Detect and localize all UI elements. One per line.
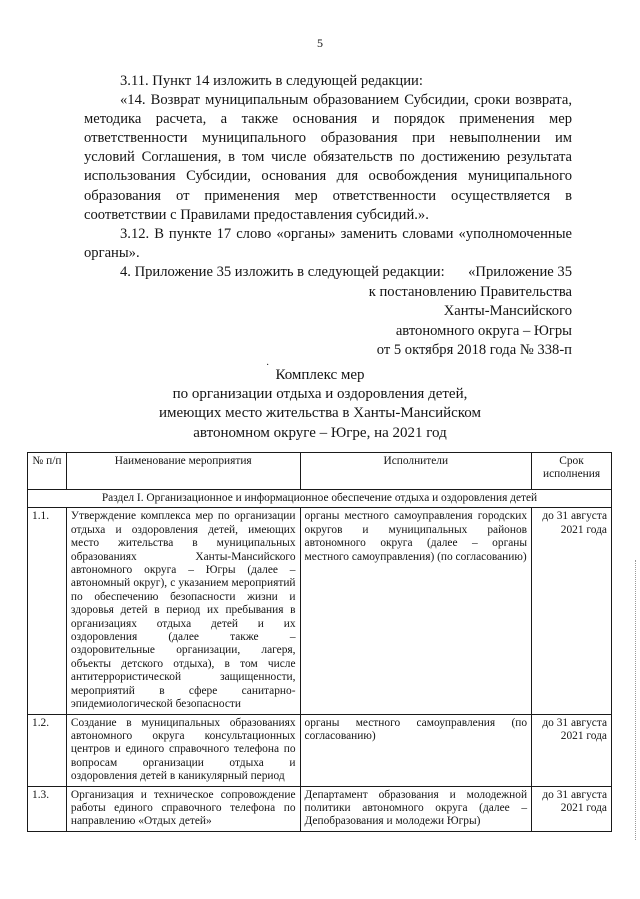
row-executors: органы местного самоуправления городских округов и муниципальных районов автономного округа (далее – органы местного самоуправления) (по согласованию)	[300, 508, 532, 714]
paragraph-3-11: 3.11. Пункт 14 изложить в следующей редакции:	[120, 73, 423, 89]
paragraph-14-text: «14. Возврат муниципальным образованием Субсидии, сроки возврата, методика расчета, а также основания и порядок применения мер ответственности муниципального образования при невыполнении им условий Соглашения, в том числе обязательств по достижению результата использования Субсидии, основания для освобождения муниципального образования от применения мер ответственности осуществляется в соответствии с Правилами предоставления субсидий.».	[84, 92, 572, 223]
header-term: Срок исполнения	[532, 453, 612, 490]
page-number: 5	[317, 36, 323, 50]
appendix-ref-line: от 5 октября 2018 года № 338-п	[376, 342, 572, 359]
header-executors: Исполнители	[300, 453, 532, 490]
row-name: Создание в муниципальных образованиях автономного округа консультационных центров и единого справочного телефона по вопросам организации отдыха и оздоровления детей в каникулярный период	[66, 714, 300, 786]
appendix-reference	[369, 263, 572, 361]
measures-table	[27, 452, 612, 832]
table-row	[28, 714, 612, 786]
complex-title	[0, 366, 640, 443]
complex-title-line: по организации отдыха и оздоровления детей,	[172, 386, 468, 403]
complex-title-line: имеющих место жительства в Ханты-Мансийском	[158, 405, 482, 422]
row-name: Утверждение комплекса мер по организации отдыха и оздоровления детей, имеющих место жительства в муниципальных образованиях Ханты-Мансийского автономного округа – Югры (далее – автономный округ), с указанием мероприятий по обеспечению безопасности жизни и здоровья детей в период их пребывания в организациях отдыха детей и их оздоровления (далее также – оздоровительные организации, лагеря, объекты детского отдыха), в том числе антитеррористической защищенности, мероприятий в сфере санитарно-эпидемиологической безопасности	[66, 508, 300, 714]
row-num: 1.2.	[28, 714, 67, 786]
body-text	[84, 72, 572, 282]
row-num: 1.3.	[28, 786, 67, 831]
appendix-ref-line: к постановлению Правительства	[368, 283, 572, 300]
scan-dot: ·	[266, 360, 270, 371]
scan-edge-mark	[632, 560, 636, 840]
header-num: № п/п	[28, 453, 67, 490]
header-name: Наименование мероприятия	[66, 453, 300, 490]
complex-title-line: автономном округе – Югре, на 2021 год	[193, 424, 447, 441]
row-executors: органы местного самоуправления (по согласованию)	[300, 714, 532, 786]
appendix-ref-line: автономного округа – Югры	[395, 322, 572, 339]
table-row	[28, 786, 612, 831]
section-row	[28, 490, 612, 508]
complex-title-line: Комплекс мер	[275, 367, 365, 383]
paragraph-4: 4. Приложение 35 изложить в следующей редакции:	[120, 263, 445, 280]
paragraph-3-12: 3.12. В пункте 17 слово «органы» заменить словами «уполномоченные органы».	[84, 225, 572, 261]
table-row	[28, 508, 612, 714]
table-header-row	[28, 453, 612, 490]
row-term: до 31 августа 2021 года	[532, 786, 612, 831]
row-executors: Департамент образования и молодежной политики автономного округа (далее – Депобразования и молодежи Югры)	[300, 786, 532, 831]
appendix-ref-line: «Приложение 35	[468, 264, 572, 280]
section-title: Раздел I. Организационное и информационное обеспечение отдыха и оздоровления детей	[28, 490, 612, 508]
appendix-ref-line: Ханты-Мансийского	[443, 303, 572, 320]
row-num: 1.1.	[28, 508, 67, 714]
row-name: Организация и техническое сопровождение работы единого справочного телефона по направлению «Отдых детей»	[66, 786, 300, 831]
row-term: до 31 августа 2021 года	[532, 508, 612, 714]
row-term: до 31 августа 2021 года	[532, 714, 612, 786]
